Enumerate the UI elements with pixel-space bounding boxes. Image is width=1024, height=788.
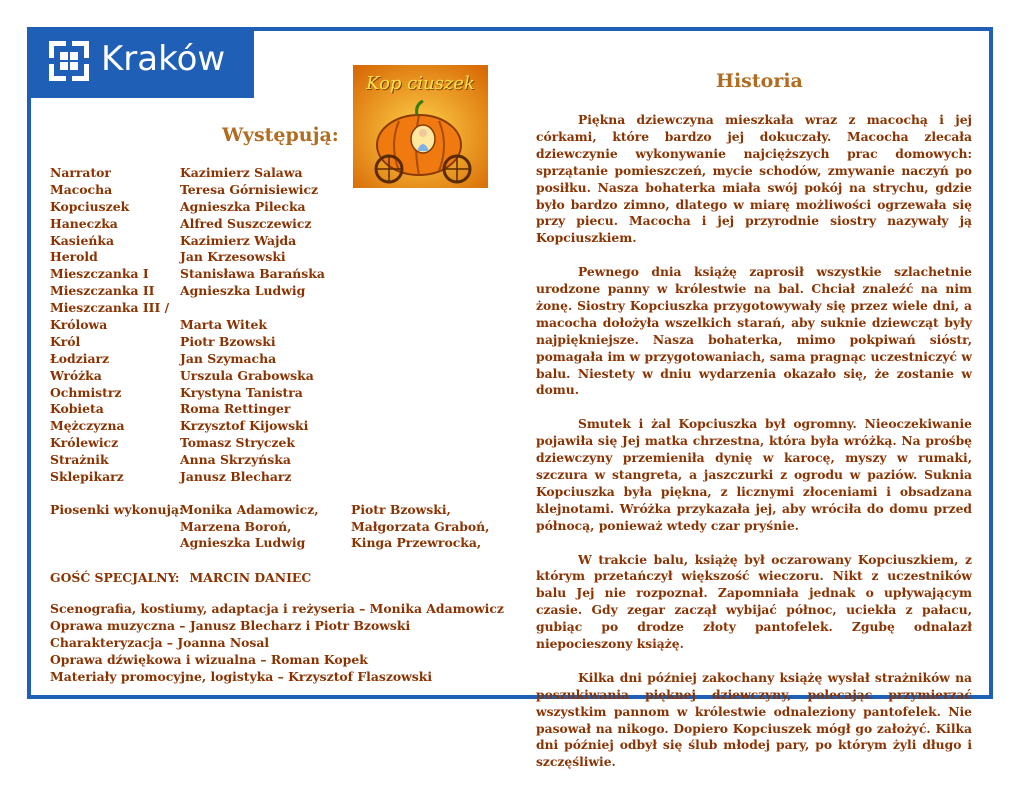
cast-role: Wróżka: [50, 367, 102, 383]
cast-actor: Stanisława Barańska: [180, 266, 325, 282]
cast-row: [50, 182, 325, 199]
cast-row: [50, 351, 325, 368]
cast-role: Król: [50, 333, 81, 349]
cast-role: Kopciuszek: [50, 198, 130, 214]
cast-row: [50, 249, 325, 266]
cast-actor: Kazimierz Wajda: [180, 232, 297, 248]
history-paragraph: Kilka dni później zakochany książę wysłał strażników na poszukiwania pięknej dziewczyny, polecając przymierzać wszystkim pannom w królestwie odnaleziony pantofelek. Nie pasował na nikogo. Dopiero Kopciuszek mógł go założyć. Kilka dni później odbył się ślub młodej pary, po którym żyli długo i szczęśliwie.: [536, 669, 972, 770]
singer-name: Agnieszka Ludwig: [180, 535, 306, 551]
poster-title: Kop ciuszek: [366, 73, 475, 94]
cast-role: Mieszczanka II: [50, 283, 155, 299]
cast-actor: Jan Krzesowski: [180, 249, 286, 265]
cast-actor: Krystyna Tanistra: [180, 384, 303, 400]
cast-actor: Alfred Suszczewicz: [180, 215, 312, 231]
cast-role: Narrator: [50, 165, 111, 180]
cast-row: [50, 385, 325, 402]
credit-line: Oprawa dźwiękowa i wizualna – Roman Kopek: [50, 651, 368, 667]
cast-row: [50, 300, 325, 317]
cast-row: [50, 418, 325, 435]
cast-role: Kasieńka: [50, 232, 114, 248]
cast-actor: Jan Szymacha: [180, 350, 277, 366]
special-guest: [50, 570, 311, 585]
cast-role: Haneczka: [50, 215, 118, 231]
cast-row: [50, 266, 325, 283]
cast-row: [50, 233, 325, 250]
singer-name: Małgorzata Graboń,: [351, 518, 490, 534]
cast-heading: Występują:: [222, 124, 339, 146]
cast-row: [50, 469, 325, 486]
cast-role: Mężczyzna: [50, 418, 125, 434]
cast-role: Łodziarz: [50, 350, 110, 366]
cast-row: [50, 435, 325, 452]
cast-actor: Agnieszka Ludwig: [180, 283, 306, 299]
cast-row: [50, 334, 325, 351]
credit-line: Charakteryzacja – Joanna Nosal: [50, 634, 270, 650]
cast-role: Strażnik: [50, 452, 109, 468]
credit-line: Materiały promocyjne, logistyka – Krzysztof Flaszowski: [50, 668, 433, 684]
cast-row: [50, 199, 325, 216]
cast-role: Mieszczanka I: [50, 266, 149, 282]
cast-actor: Agnieszka Pilecka: [180, 198, 306, 214]
cast-row: [50, 165, 325, 182]
songs-column-2: [351, 502, 490, 552]
cast-role: Macocha: [50, 181, 113, 197]
cast-list: [50, 165, 325, 486]
cast-actor: Urszula Grabowska: [180, 367, 314, 383]
cast-actor: Krzysztof Kijowski: [180, 418, 309, 434]
cast-actor: Marta Witek: [180, 317, 267, 333]
cast-row: [50, 317, 325, 334]
history-title: Historia: [716, 70, 803, 92]
brand-banner: [27, 27, 254, 98]
singer-name: Monika Adamowicz,: [180, 502, 319, 517]
guest-name: MARCIN DANIEC: [189, 570, 312, 585]
cast-row: [50, 368, 325, 385]
cast-actor: Kazimierz Salawa: [180, 165, 303, 180]
cast-actor: Anna Skrzyńska: [180, 452, 291, 468]
history-paragraph: W trakcie balu, książę był oczarowany Kopciuszkiem, z którym przetańczył większość wieczoru. Nikt z uczestników balu Jej nie rozpoznał. Zapomniała jednak o upływającym czasie. Gdy zegar zaczął wybijać północ, uciekła z pałacu, gubiąc po drodze złoty pantofelek. Zgubę odnalazł niepocieszony książę.: [536, 551, 972, 652]
cast-role: Herold: [50, 249, 98, 265]
history-paragraph: Smutek i żal Kopciuszka był ogromny. Nieoczekiwanie pojawiła się Jej matka chrzestna, która była wróżką. Na prośbę dziewczyny przemieniła dynię w karocę, myszy w rumaki, szczura w stangreta, a jaszczurki z ogrodu w paziów. Suknia Kopciuszka była piękna, z licznymi złoceniami i obsadzana klejnotami. Wróżka przykazała jej, aby wróciła do domu przed północą, ponieważ wtedy czar pryśnie.: [536, 416, 972, 533]
cast-actor: Janusz Blecharz: [180, 469, 292, 485]
cast-actor: Teresa Górnisiewicz: [180, 181, 319, 197]
cast-actor: Roma Rettinger: [180, 401, 291, 417]
cast-row: [50, 216, 325, 233]
cast-role: Mieszczanka III /: [50, 300, 170, 316]
cast-role: Ochmistrz: [50, 384, 122, 400]
cast-role: Kobieta: [50, 401, 104, 417]
cast-role: Sklepikarz: [50, 469, 124, 485]
cast-role: Królewicz: [50, 435, 119, 451]
cinderella-poster: [353, 65, 488, 188]
songs-label: Piosenki wykonują:: [50, 502, 184, 517]
brand-name: Kraków: [101, 39, 226, 79]
singer-name: Piotr Bzowski,: [351, 502, 451, 517]
cast-row: [50, 401, 325, 418]
credits-list: [50, 601, 504, 686]
history-text: [536, 112, 972, 788]
cast-row: [50, 452, 325, 469]
songs-column-1: [180, 502, 319, 552]
krakow-logo-icon: [49, 41, 89, 81]
singer-name: Marzena Boroń,: [180, 518, 292, 534]
singer-name: Kinga Przewrocka,: [351, 535, 482, 551]
cast-actor: Tomasz Stryczek: [180, 435, 295, 451]
cast-row: [50, 283, 325, 300]
credit-line: Scenografia, kostiumy, adaptacja i reżyseria – Monika Adamowicz: [50, 601, 504, 616]
cast-role: Królowa: [50, 317, 108, 333]
history-paragraph: Piękna dziewczyna mieszkała wraz z macochą i jej córkami, które bardzo jej dokuczały. Macocha zlecała dziewczynie wykonywanie najcięższych prac domowych: sprzątanie pomieszczeń, mycie schodów, zmywanie naczyń po posiłku. Nasza bohaterka miała swój pokój na strychu, gdzie było bardzo zimno, dlatego w miarę możliwości ogrzewała się przy piecu. Macocha i jej przyrodnie siostry nazywały ją Kopciuszkiem.: [536, 112, 972, 246]
history-paragraph: Pewnego dnia książę zaprosił wszystkie szlachetnie urodzone panny w królestwie na bal. Chciał znaleźć na nim żonę. Siostry Kopciuszka przygotowywały się przez wiele dni, a macocha dołożyła wszelkich starań, aby suknie dziewcząt były najpiękniejsze. Nasza bohaterka, mimo pokpiwań sióstr, pomagała im w przygotowaniach, sama pragnąc uczestniczyć w balu. Niestety w dniu wydarzenia okazało się, że zostanie w domu.: [536, 264, 972, 398]
cast-actor: Piotr Bzowski: [180, 333, 276, 349]
guest-label: GOŚĆ SPECJALNY:: [50, 570, 180, 585]
credit-line: Oprawa muzyczna – Janusz Blecharz i Piotr Bzowski: [50, 617, 411, 633]
